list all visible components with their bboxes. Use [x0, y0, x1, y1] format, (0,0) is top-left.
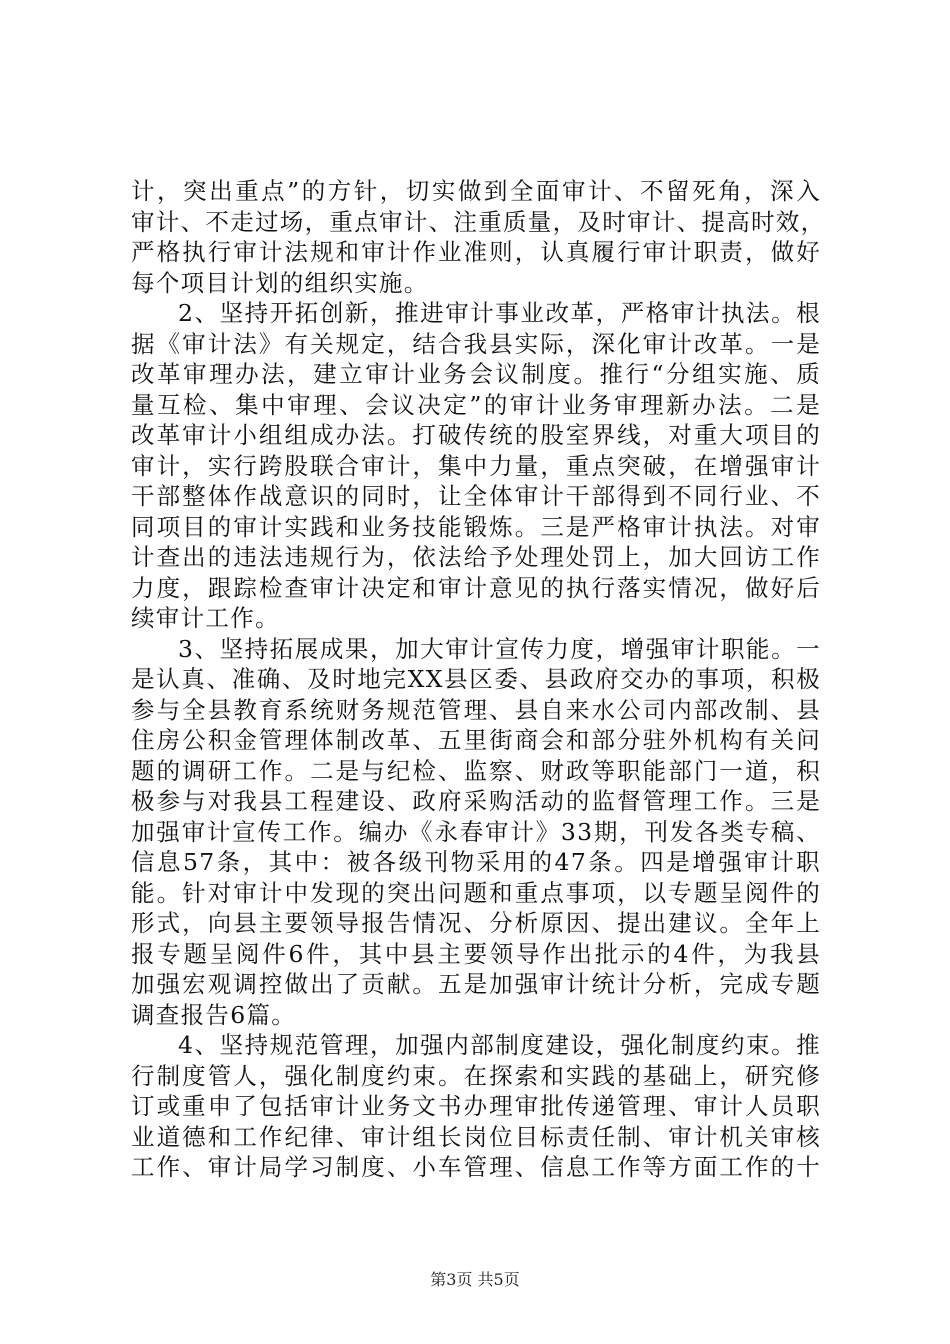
text-line: 3、坚持拓展成果，加大审计宣传力度，增强审计职能。一	[178, 634, 821, 663]
text-line: 能。针对审计中发现的突出问题和重点事项，以专题呈阅件的	[131, 878, 821, 907]
text-line: 力度，跟踪检查审计决定和审计意见的执行落实情况，做好后	[131, 573, 821, 602]
text-line: 每个项目计划的组织实施。	[131, 268, 429, 297]
text-line: 调查报告6篇。	[131, 1000, 297, 1029]
text-line: 行制度管人，强化制度约束。在探索和实践的基础上，研究修	[131, 1061, 821, 1090]
text-line: 审计、不走过场，重点审计、注重质量，及时审计、提高时效，	[131, 207, 826, 236]
text-line: 严格执行审计法规和审计作业准则，认真履行审计职责，做好	[131, 238, 821, 266]
text-line: 加强宏观调控做出了贡献。五是加强审计统计分析，完成专题	[131, 970, 821, 998]
text-line: 改革审计小组组成办法。打破传统的股室界线，对重大项目的	[131, 421, 821, 449]
text-line: 题的调研工作。二是与纪检、监察、财政等职能部门一道，积	[131, 756, 821, 785]
text-line: 是认真、准确、及时地完XX县区委、县政府交办的事项，积极	[131, 665, 821, 693]
text-line: 住房公积金管理体制改革、五里街商会和部分驻外机构有关问	[131, 726, 821, 754]
text-line: 加强审计宣传工作。编办《永春审计》33期，刊发各类专稿、	[131, 817, 821, 846]
text-line: 量互检、集中审理、会议决定”的审计业务审理新办法。二是	[131, 390, 821, 419]
text-line: 订或重申了包括审计业务文书办理审批传递管理、审计人员职	[131, 1092, 821, 1120]
text-line: 形式，向县主要领导报告情况、分析原因、提出建议。全年上	[131, 909, 821, 937]
text-line: 信息57条，其中：被各级刊物采用的47条。四是增强审计职	[131, 848, 821, 876]
text-line: 审计，实行跨股联合审计，集中力量，重点突破，在增强审计	[131, 451, 821, 480]
text-line: 报专题呈阅件6件，其中县主要领导作出批示的4件，为我县	[131, 939, 821, 968]
page-footer	[0, 1270, 950, 1290]
text-line: 续审计工作。	[131, 604, 280, 632]
text-line: 计，突出重点”的方针，切实做到全面审计、不留死角，深入	[131, 177, 821, 205]
text-line: 工作、审计局学习制度、小车管理、信息工作等方面工作的十	[131, 1153, 821, 1181]
text-line: 据《审计法》有关规定，结合我县实际，深化审计改革。一是	[131, 329, 821, 358]
text-line: 2、坚持开拓创新，推进审计事业改革，严格审计执法。根	[178, 299, 821, 327]
text-line: 同项目的审计实践和业务技能锻炼。三是严格审计执法。对审	[131, 512, 821, 541]
text-line: 计查出的违法违规行为，依法给予处理处罚上，加大回访工作	[131, 543, 821, 571]
text-line: 参与全县教育系统财务规范管理、县自来水公司内部改制、县	[131, 695, 821, 724]
text-line: 业道德和工作纪律、审计组长岗位目标责任制、审计机关审核	[131, 1122, 821, 1151]
text-line: 干部整体作战意识的同时，让全体审计干部得到不同行业、不	[131, 482, 821, 510]
document-body	[131, 176, 826, 1183]
text-line: 极参与对我县工程建设、政府采购活动的监督管理工作。三是	[131, 787, 821, 815]
page-number-label: 第3页 共5页	[430, 1270, 520, 1289]
text-line: 改革审理办法，建立审计业务会议制度。推行“分组实施、质	[131, 360, 821, 388]
text-line: 4、坚持规范管理，加强内部制度建设，强化制度约束。推	[178, 1031, 821, 1059]
